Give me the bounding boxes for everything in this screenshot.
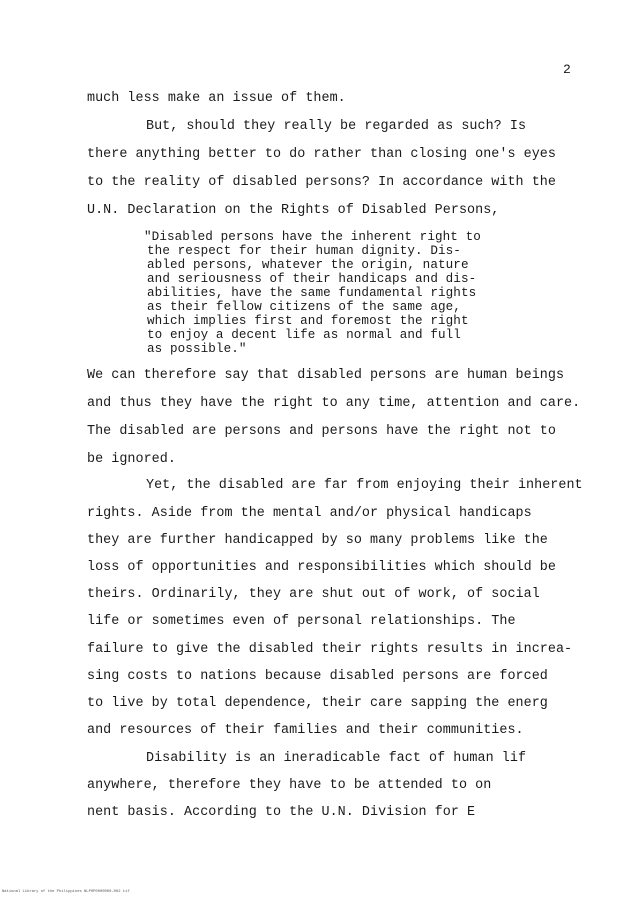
body-line: U.N. Declaration on the Rights of Disabled Persons, — [87, 203, 500, 218]
body-line: The disabled are persons and persons have the right not to — [87, 424, 556, 439]
body-line: to the reality of disabled persons? In accordance with the — [87, 175, 556, 190]
quote-line: to enjoy a decent life as normal and full — [147, 328, 461, 342]
body-line: and thus they have the right to any time, attention and care. — [87, 396, 581, 411]
body-line: loss of opportunities and responsibilities which should be — [87, 560, 556, 575]
body-line: Disability is an ineradicable fact of human lif — [146, 751, 527, 766]
body-line: nent basis. According to the U.N. Division for E — [87, 805, 476, 820]
quote-line: as their fellow citizens of the same age, — [147, 300, 461, 314]
body-line: and resources of their families and their communities. — [87, 723, 524, 738]
body-line: there anything better to do rather than closing one's eyes — [87, 147, 556, 162]
quote-line: as possible." — [147, 342, 247, 356]
body-line: Yet, the disabled are far from enjoying their inherent — [146, 478, 583, 493]
body-line: life or sometimes even of personal relationships. The — [87, 614, 516, 629]
quote-line: and seriousness of their handicaps and dis- — [147, 272, 477, 286]
body-line: But, should they really be regarded as such? Is — [146, 119, 527, 134]
body-line: sing costs to nations because disabled persons are forced — [87, 669, 548, 684]
body-line: much less make an issue of them. — [87, 91, 346, 106]
quote-line: "Disabled persons have the inherent right to — [144, 230, 481, 244]
quote-line: abled persons, whatever the origin, nature — [147, 258, 469, 272]
body-line: theirs. Ordinarily, they are shut out of work, of social — [87, 587, 540, 602]
body-line: to live by total dependence, their care sapping the energ — [87, 696, 548, 711]
page-number: 2 — [563, 62, 571, 77]
quote-line: the respect for their human dignity. Dis- — [147, 244, 461, 258]
body-line: be ignored. — [87, 452, 176, 467]
quote-line: which implies first and foremost the right — [147, 314, 469, 328]
body-line: We can therefore say that disabled persons are human beings — [87, 368, 565, 383]
body-line: they are further handicapped by so many problems like the — [87, 533, 548, 548]
body-line: rights. Aside from the mental and/or physical handicaps — [87, 506, 532, 521]
quote-line: abilities, have the same fundamental rights — [147, 286, 477, 300]
body-line: anywhere, therefore they have to be attended to on — [87, 778, 492, 793]
scan-footer: National Library of the Philippines NLP0P0000000-002 tif — [2, 890, 130, 894]
body-line: failure to give the disabled their rights results in increa- — [87, 642, 573, 657]
